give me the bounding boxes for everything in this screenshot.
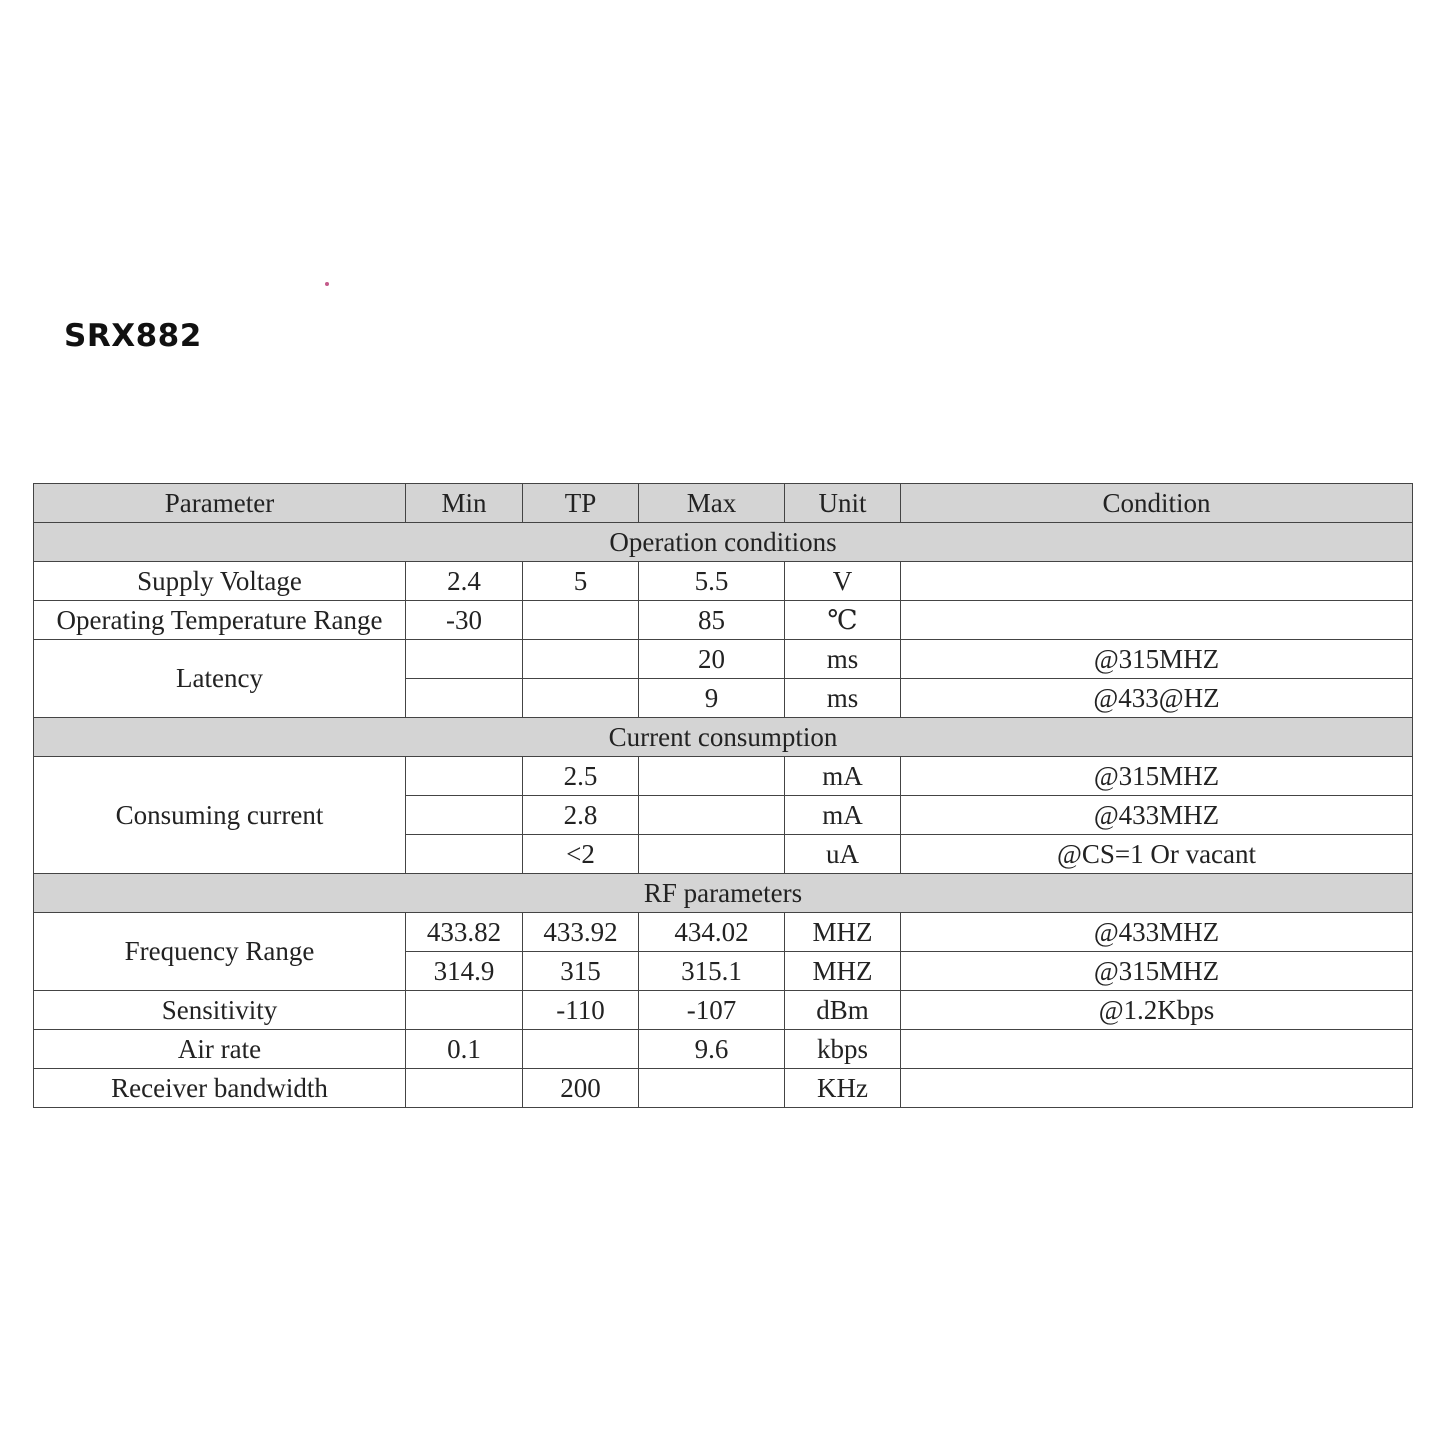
cell-min: 2.4 — [406, 562, 523, 601]
cell-condition: @433MHZ — [901, 796, 1413, 835]
section-row-operation — [34, 523, 1413, 562]
cell-min: 433.82 — [406, 913, 523, 952]
cell-parameter: Operating Temperature Range — [34, 601, 406, 640]
cell-unit: mA — [785, 796, 901, 835]
cell-max: 434.02 — [639, 913, 785, 952]
cell-tp: <2 — [523, 835, 639, 874]
cell-parameter: Supply Voltage — [34, 562, 406, 601]
cell-min — [406, 757, 523, 796]
section-title: RF parameters — [34, 874, 1413, 913]
section-row-current — [34, 718, 1413, 757]
cell-unit: ms — [785, 640, 901, 679]
cell-unit: ℃ — [785, 601, 901, 640]
cell-max: 315.1 — [639, 952, 785, 991]
table-row-air-rate — [34, 1030, 1413, 1069]
cell-condition: @433@HZ — [901, 679, 1413, 718]
document-title: SRX882 — [64, 318, 202, 354]
cell-unit: mA — [785, 757, 901, 796]
specification-table — [33, 483, 1413, 1108]
cell-min: 314.9 — [406, 952, 523, 991]
cell-condition — [901, 1030, 1413, 1069]
cell-unit: ms — [785, 679, 901, 718]
cell-condition: @315MHZ — [901, 952, 1413, 991]
cell-tp — [523, 679, 639, 718]
cell-min — [406, 796, 523, 835]
table-row-frequency-433 — [34, 913, 1413, 952]
cell-unit: kbps — [785, 1030, 901, 1069]
table-row-supply-voltage — [34, 562, 1413, 601]
header-min: Min — [406, 484, 523, 523]
cell-unit: uA — [785, 835, 901, 874]
stray-mark — [325, 282, 329, 286]
cell-max — [639, 835, 785, 874]
cell-max: 9.6 — [639, 1030, 785, 1069]
header-tp: TP — [523, 484, 639, 523]
header-parameter: Parameter — [34, 484, 406, 523]
cell-tp: 200 — [523, 1069, 639, 1108]
cell-parameter: Sensitivity — [34, 991, 406, 1030]
table-row-operating-temperature — [34, 601, 1413, 640]
cell-unit: KHz — [785, 1069, 901, 1108]
section-title: Current consumption — [34, 718, 1413, 757]
cell-condition: @433MHZ — [901, 913, 1413, 952]
cell-condition: @315MHZ — [901, 640, 1413, 679]
cell-tp: 5 — [523, 562, 639, 601]
cell-max — [639, 1069, 785, 1108]
cell-min — [406, 835, 523, 874]
cell-tp: 433.92 — [523, 913, 639, 952]
table-row-current-315 — [34, 757, 1413, 796]
cell-parameter: Air rate — [34, 1030, 406, 1069]
cell-min: 0.1 — [406, 1030, 523, 1069]
header-max: Max — [639, 484, 785, 523]
cell-condition: @1.2Kbps — [901, 991, 1413, 1030]
cell-parameter: Receiver bandwidth — [34, 1069, 406, 1108]
cell-min — [406, 1069, 523, 1108]
cell-condition: @CS=1 Or vacant — [901, 835, 1413, 874]
cell-tp — [523, 640, 639, 679]
table-row-receiver-bandwidth — [34, 1069, 1413, 1108]
cell-condition — [901, 562, 1413, 601]
section-row-rf — [34, 874, 1413, 913]
cell-max: 9 — [639, 679, 785, 718]
cell-min: -30 — [406, 601, 523, 640]
cell-max — [639, 757, 785, 796]
cell-unit: MHZ — [785, 913, 901, 952]
cell-condition: @315MHZ — [901, 757, 1413, 796]
cell-tp: 2.8 — [523, 796, 639, 835]
cell-condition — [901, 601, 1413, 640]
header-unit: Unit — [785, 484, 901, 523]
cell-unit: MHZ — [785, 952, 901, 991]
cell-tp: 2.5 — [523, 757, 639, 796]
header-condition: Condition — [901, 484, 1413, 523]
table-header-row — [34, 484, 1413, 523]
cell-min — [406, 679, 523, 718]
cell-min — [406, 640, 523, 679]
cell-parameter: Consuming current — [34, 757, 406, 874]
cell-tp: -110 — [523, 991, 639, 1030]
cell-max — [639, 796, 785, 835]
cell-parameter: Latency — [34, 640, 406, 718]
cell-parameter: Frequency Range — [34, 913, 406, 991]
cell-max: -107 — [639, 991, 785, 1030]
cell-max: 5.5 — [639, 562, 785, 601]
cell-unit: V — [785, 562, 901, 601]
cell-tp — [523, 601, 639, 640]
table-row-latency-315 — [34, 640, 1413, 679]
cell-tp — [523, 1030, 639, 1069]
cell-condition — [901, 1069, 1413, 1108]
cell-tp: 315 — [523, 952, 639, 991]
section-title: Operation conditions — [34, 523, 1413, 562]
cell-max: 20 — [639, 640, 785, 679]
table-row-sensitivity — [34, 991, 1413, 1030]
cell-max: 85 — [639, 601, 785, 640]
cell-min — [406, 991, 523, 1030]
cell-unit: dBm — [785, 991, 901, 1030]
